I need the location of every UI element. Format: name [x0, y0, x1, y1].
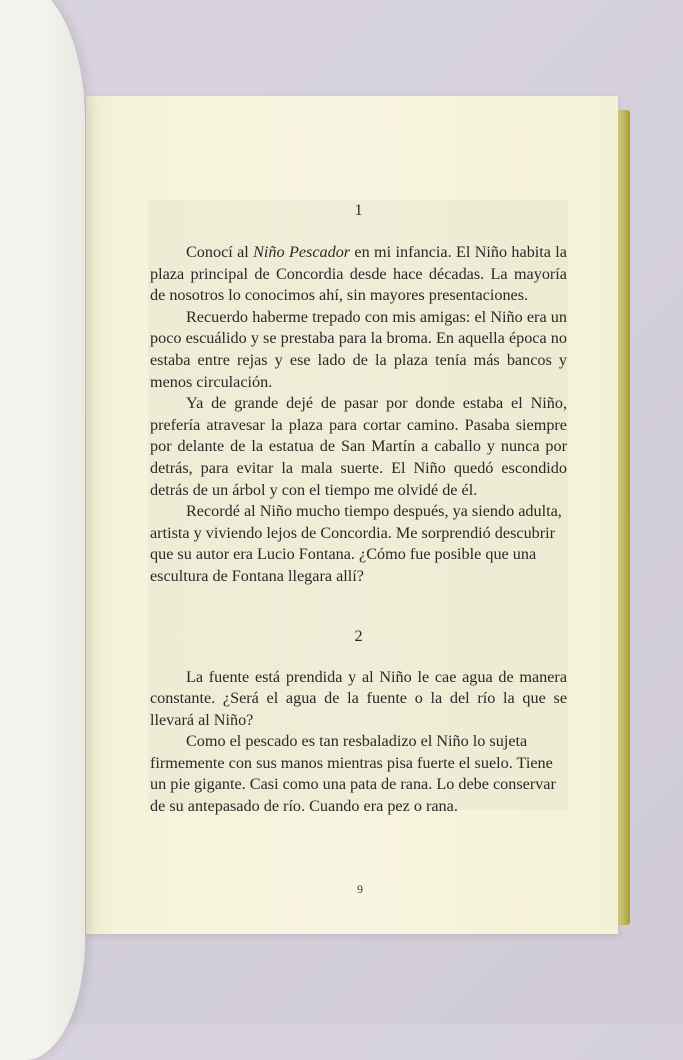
- paragraph: Recordé al Niño mucho tiempo después, ya siendo adulta, artista y viviendo lejos de Concordia. Me sorprendió descubrir que su autor era Lucio Fontana. ¿Cómo fue posible que una escultura de Fontana llegara allí?: [150, 502, 562, 585]
- section-number: 1: [354, 201, 363, 219]
- paragraph: La fuente está prendida y al Niño le cae agua de manera constante. ¿Será el agua de la fuente o la del río la que se llevará al Niño?: [150, 667, 567, 729]
- section-number: 2: [354, 626, 363, 645]
- paragraph: Como el pescado es tan resbaladizo el Niño lo sujeta firmemente con sus manos mientras pisa fuerte el suelo. Tiene un pie gigante. Casi como una pata de rana. Lo debe conservar de su antepasado de río. Cuando era pez o rana.: [150, 732, 556, 816]
- paragraph: [150, 242, 567, 307]
- paragraph-text: en mi infancia. El Niño habita la plaza principal de Concordia desde hace décadas. La mayoría de nosotros lo conocimos ahí, sin mayores presentaciones.: [150, 243, 567, 305]
- page-number: 9: [357, 882, 363, 896]
- paragraph: Ya de grande dejé de pasar por donde estaba el Niño, prefería atravesar la plaza para cortar camino. Pasaba siempre por delante de la estatua de San Martín a caballo y nunca por detrás, para evitar la mala suerte. El Niño quedó escondido detrás de un árbol y con el tiempo me olvidé de él.: [150, 394, 567, 499]
- page-text-block: [150, 200, 567, 818]
- artwork-title: Niño Pescador: [253, 243, 351, 261]
- left-page: [0, 0, 85, 1060]
- paragraph: Recuerdo haberme trepado con mis amigas: el Niño era un poco escuálido y se prestaba para la broma. En aquella época no estaba entre rejas y ese lado de la plaza tenía más bancos y menos circulación.: [150, 307, 567, 391]
- paragraph-text: Conocí al: [186, 243, 254, 261]
